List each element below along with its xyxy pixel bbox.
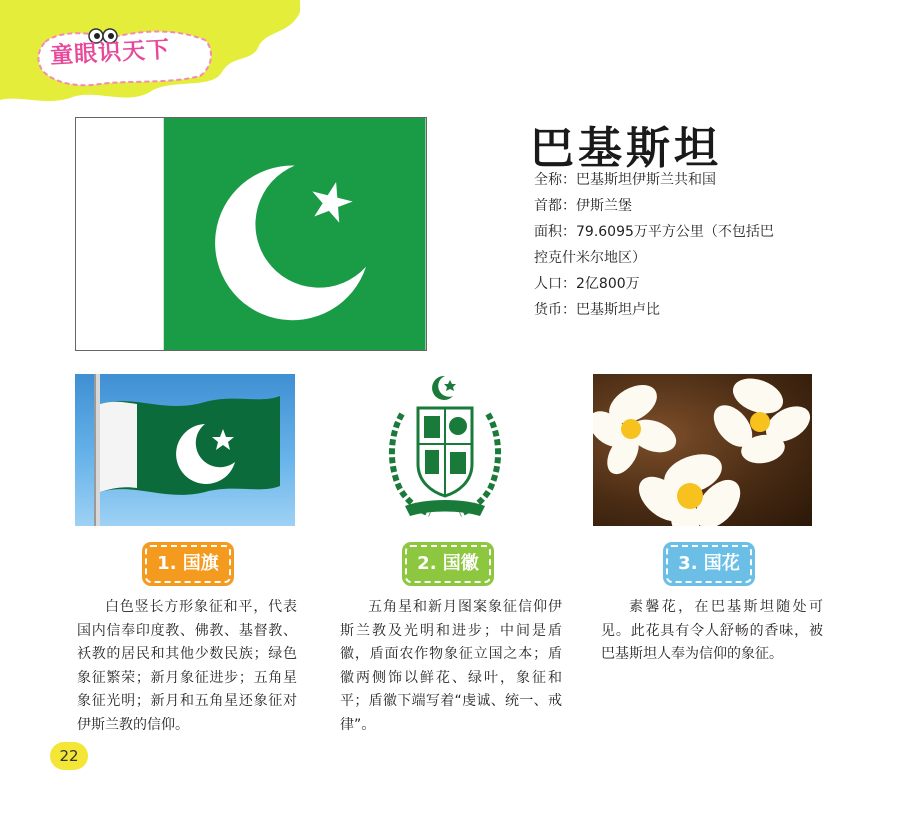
country-title: 巴基斯坦	[530, 123, 722, 174]
info-area: 面积：79.6095万平方公里（不包括巴	[534, 224, 774, 240]
info-capital: 首都：伊斯兰堡	[534, 198, 632, 214]
section-label-flower: 3. 国花	[666, 545, 752, 583]
section-label-flag: 1. 国旗	[145, 545, 231, 583]
section-label-emblem: 2. 国徽	[405, 545, 491, 583]
emblem-description	[340, 596, 562, 737]
info-full-name: 全称：巴基斯坦伊斯兰共和国	[534, 172, 716, 188]
info-currency: 货币：巴基斯坦卢比	[534, 302, 660, 318]
flag-description-text: 白色竖长方形象征和平，代表国内信奉印度教、佛教、基督教、袄教的居民和其他少数民族；绿色象征繁荣；新月象征进步；五角星象征光明；新月和五角星还象征对伊斯兰教的信仰。	[77, 599, 297, 733]
emblem-description-text: 五角星和新月图案象征信仰伊斯兰教及光明和进步；中间是盾徽，盾面农作物象征立国之本；盾徽两侧饰以鲜花、绿叶，象征和平；盾徽下端写着“虔诚、统一、戒律”。	[340, 599, 562, 733]
page-number: 22	[50, 742, 88, 770]
flower-description	[601, 596, 823, 667]
jasmine-flower-photo	[593, 374, 812, 526]
flower-description-text: 素馨花，在巴基斯坦随处可见。此花具有令人舒畅的香味，被巴基斯坦人奉为信仰的象征。	[601, 599, 823, 662]
flag-description	[77, 596, 297, 737]
info-population: 人口：2亿800万	[534, 276, 640, 292]
national-emblem-image	[370, 374, 520, 526]
header-badge-title: 童眼识天下	[49, 36, 171, 70]
info-area-continued: 控克什米尔地区）	[534, 250, 646, 266]
pakistan-flag	[75, 117, 427, 351]
waving-flag-photo	[75, 374, 295, 526]
